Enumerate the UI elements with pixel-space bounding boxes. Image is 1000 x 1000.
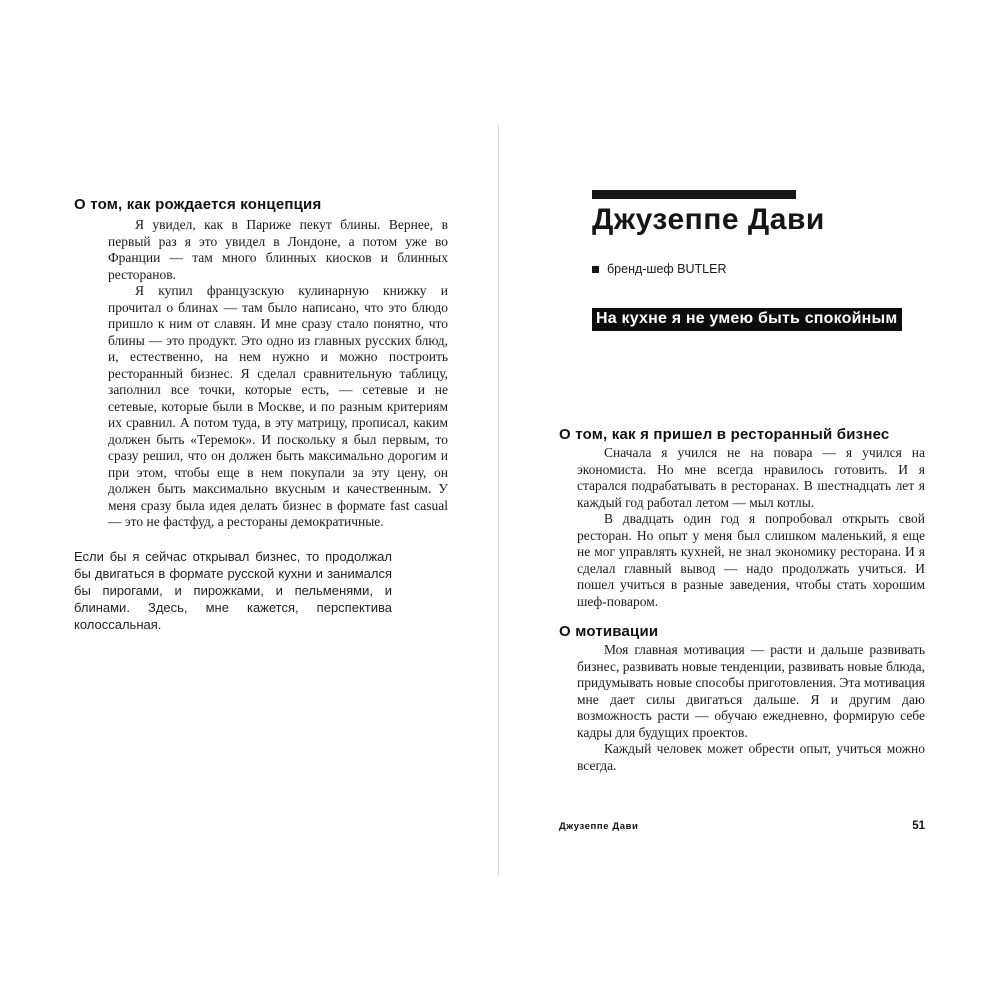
page-gutter-divider [498,125,499,876]
interview-section [559,426,926,610]
pull-quote-paragraph: Если бы я сейчас открывал бизнес, то продолжал бы двигаться в формате русской кухни и занимался бы пирогами, и пирожками, и пельменями, и блинами. Здесь, мне кажется, перспектива колоссальная. [74,548,392,632]
role-line [592,262,926,277]
chapter-header [592,190,926,331]
section-body-text [577,445,925,610]
quote-row [592,308,926,331]
answer-paragraph: Я купил французскую кулинарную книжку и прочитал о блинах — там было написано, что это блюдо пришло к ним от славян. И мне сразу стало понятно, что блины — это продукт. Это одно из главных русских блюд, и, естественно, на нем нужно и можно построить ресторанный бизнес. Я сделал сравнительную таблицу, заполнил все точки, которые есть, — сетевые и не сетевые, которые были в Москве, и по разным критериям их сравнил. А потом туда, в эту матрицу, прописал, каким должен быть «Теремок». И поскольку я был первым, то сразу решил, что он должен быть максимально дорогим и при этом, чтобы еще в нем покупали за эту цену, он должен быть максимально вкусным и качественным. У меня сразу была идея делать бизнес в формате fast casual — это не фастфуд, а рестораны демократичные. [108,283,448,529]
answer-paragraph: Каждый человек может обрести опыт, учиться можно всегда. [577,741,925,773]
section-heading: О том, как я пришел в ресторанный бизнес [559,426,890,443]
answer-paragraph: Я увидел, как в Париже пекут блины. Вернее, в первый раз я это увидел в Лондоне, а потом уже во Франции — там много блинных киосков и блинных ресторанов. [108,217,448,282]
section-body-text [577,642,925,774]
answer-paragraph: Моя главная мотивация — расти и дальше развивать бизнес, развивать новые тенденции, развивать новые блюда, придумывать новые способы приготовления. Эта мотивация мне дает силы двигаться дальше. Я и другим даю возможность расти — обучаю ежедневно, формирую себе кадры для будущих проектов. [577,642,925,740]
interview-section [559,623,926,774]
person-name: Джузеппе Дави [592,203,825,236]
right-page [559,190,926,774]
left-page [74,196,450,633]
page-footer [559,820,925,832]
role-label: бренд-шеф BUTLER [607,262,727,276]
decorative-rule [592,190,796,199]
highlighted-quote: На кухне я не умею быть спокойным [592,308,902,331]
left-body-text [108,217,448,531]
section-heading: О мотивации [559,623,659,640]
left-section-heading: О том, как рождается концепция [74,196,322,213]
running-title: Джузеппе Дави [559,821,639,832]
square-bullet-icon [592,266,599,273]
answer-paragraph: Сначала я учился не на повара — я учился на экономиста. Но мне всегда нравилось готовить. И я старался подрабатывать в ресторанах. В шестнадцать лет я каждый год работал летом — мыл котлы. [577,445,925,510]
page-number: 51 [912,820,925,832]
answer-paragraph: В двадцать один год я попробовал открыть свой ресторан. Но опыт у меня был слишком маленький, я еще не мог управлять кухней, не знал экономику ресторана. И я сделал главный вывод — надо продолжать учиться. И пошел учиться в разные заведения, чтобы стать хорошим шеф-поваром. [577,511,925,609]
